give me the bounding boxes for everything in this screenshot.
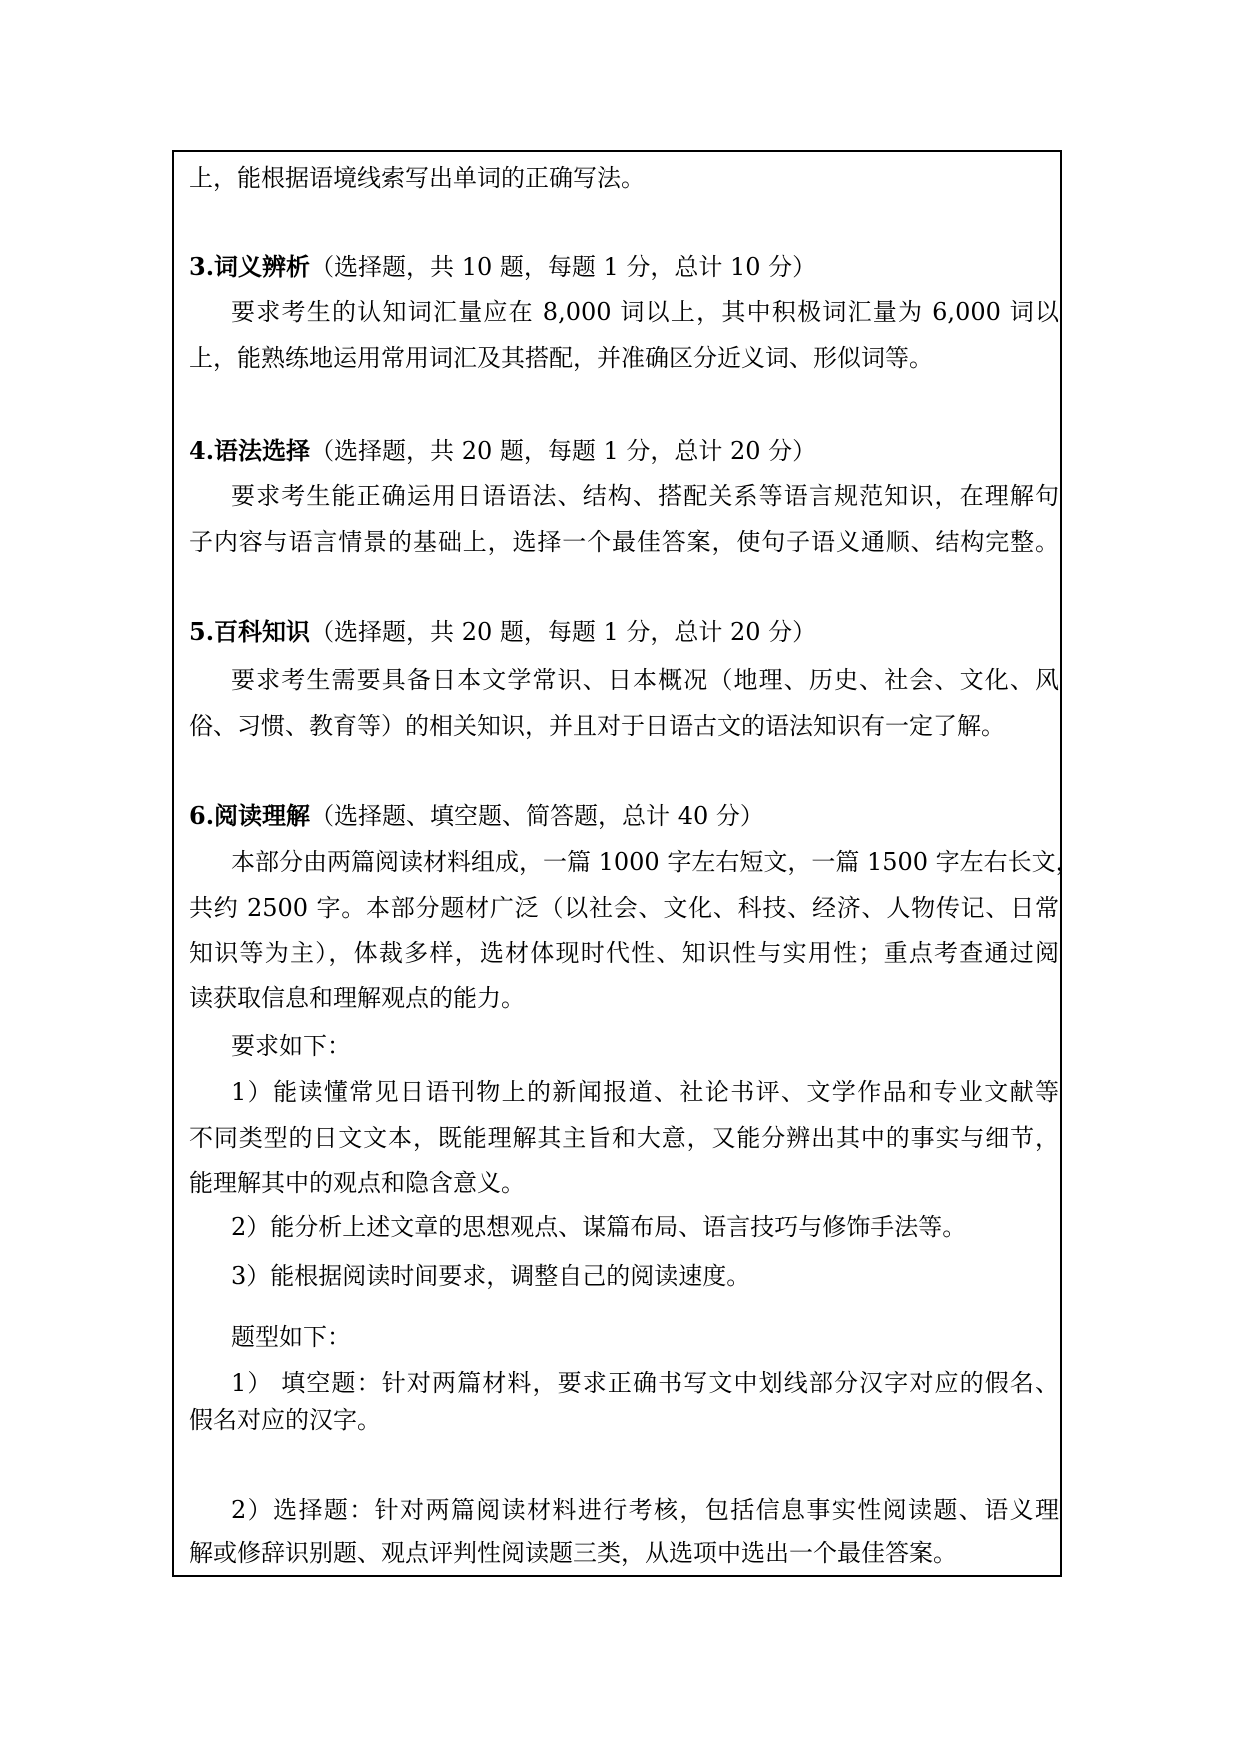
- text-line: 俗、习惯、教育等）的相关知识，并且对于日语古文的语法知识有一定了解。: [189, 712, 1005, 740]
- heading-detail: （选择题，共 10 题，每题 1 分，总计 10 分）: [310, 253, 817, 281]
- text-line: 读获取信息和理解观点的能力。: [189, 984, 525, 1012]
- text-line: 3）能根据阅读时间要求，调整自己的阅读速度。: [231, 1262, 751, 1290]
- text-line: 2）能分析上述文章的思想观点、谋篇布局、语言技巧与修饰手法等。: [231, 1213, 967, 1241]
- text-line: 子内容与语言情景的基础上，选择一个最佳答案，使句子语义通顺、结构完整。: [189, 528, 1059, 556]
- text-line: 能理解其中的观点和隐含意义。: [189, 1169, 525, 1197]
- text-line: 共约 2500 字。本部分题材广泛（以社会、文化、科技、经济、人物传记、日常: [189, 894, 1059, 922]
- text-line: 不同类型的日文文本，既能理解其主旨和大意，又能分辨出其中的事实与细节，: [189, 1124, 1059, 1152]
- heading-title: 3.词义辨析: [189, 252, 311, 281]
- text-line: 1） 填空题：针对两篇材料，要求正确书写文中划线部分汉字对应的假名、: [231, 1369, 1059, 1397]
- heading-title: 6.阅读理解: [189, 801, 311, 830]
- text-line: 1）能读懂常见日语刊物上的新闻报道、社论书评、文学作品和专业文献等: [231, 1078, 1059, 1106]
- text-line: 假名对应的汉字。: [189, 1406, 381, 1434]
- text-line: 解或修辞识别题、观点评判性阅读题三类，从选项中选出一个最佳答案。: [189, 1539, 957, 1567]
- heading-detail: （选择题，共 20 题，每题 1 分，总计 20 分）: [310, 437, 817, 465]
- heading-title: 4.语法选择: [189, 436, 311, 465]
- text-line: 要求考生需要具备日本文学常识、日本概况（地理、历史、社会、文化、风: [231, 666, 1059, 694]
- section-heading-5: [189, 617, 1059, 647]
- text-line: 要求考生的认知词汇量应在 8,000 词以上，其中积极词汇量为 6,000 词以: [231, 298, 1059, 326]
- heading-title: 5.百科知识: [189, 617, 311, 646]
- text-line: 本部分由两篇阅读材料组成，一篇 1000 字左右短文，一篇 1500 字左右长文，: [231, 848, 1080, 876]
- text-line: 上，能根据语境线索写出单词的正确写法。: [189, 164, 645, 192]
- heading-detail: （选择题、填空题、简答题，总计 40 分）: [310, 802, 764, 830]
- heading-detail: （选择题，共 20 题，每题 1 分，总计 20 分）: [310, 618, 817, 646]
- section-heading-6: [189, 801, 1059, 831]
- text-line: 知识等为主），体裁多样，选材体现时代性、知识性与实用性；重点考查通过阅: [189, 939, 1059, 967]
- text-line: 要求考生能正确运用日语语法、结构、搭配关系等语言规范知识，在理解句: [231, 482, 1059, 510]
- text-line: 2）选择题：针对两篇阅读材料进行考核，包括信息事实性阅读题、语义理: [231, 1496, 1059, 1524]
- text-line: 题型如下：: [231, 1323, 351, 1351]
- section-heading-4: [189, 436, 1059, 466]
- text-line: 要求如下：: [231, 1032, 351, 1060]
- text-line: 上，能熟练地运用常用词汇及其搭配，并准确区分近义词、形似词等。: [189, 344, 933, 372]
- section-heading-3: [189, 252, 1059, 282]
